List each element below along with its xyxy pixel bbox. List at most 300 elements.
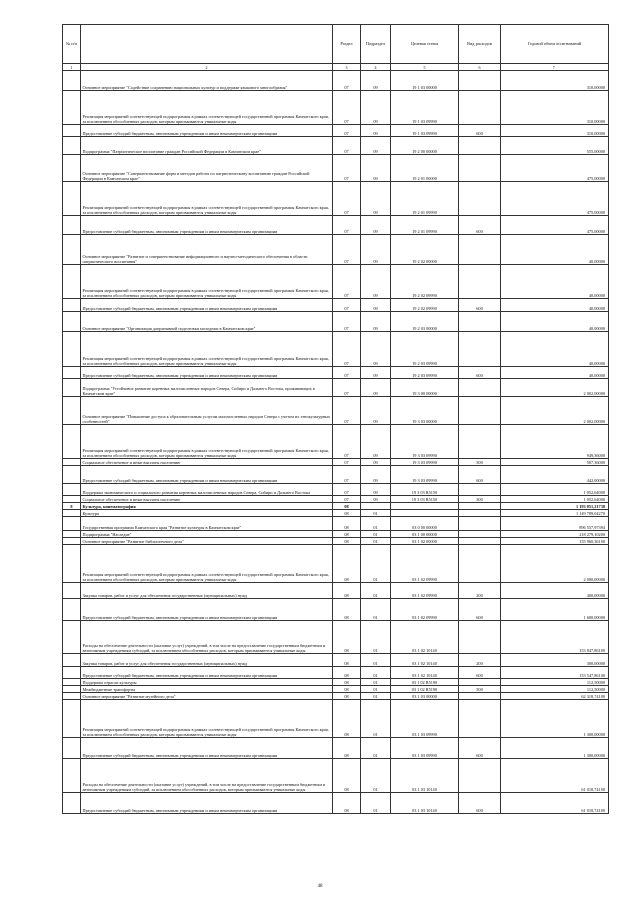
table-row bbox=[63, 397, 609, 425]
table-row bbox=[63, 583, 609, 599]
table-row bbox=[63, 503, 609, 510]
row-razdel: 08 bbox=[333, 679, 361, 686]
row-razdel: 07 bbox=[333, 125, 361, 137]
row-name: Предоставление субсидий бюджетным, автономным учреждениям и иным некоммерческим организациям bbox=[81, 599, 333, 621]
row-name: Социальное обеспечение и иные выплаты населению bbox=[81, 459, 333, 466]
row-expense-type bbox=[459, 679, 501, 686]
row-razdel: 07 bbox=[333, 312, 361, 332]
row-expense-type bbox=[459, 510, 501, 517]
row-target-article: 19 2 03 09990 bbox=[391, 332, 459, 367]
index-cell: 4 bbox=[361, 64, 391, 71]
page-number: 48 bbox=[317, 884, 323, 889]
column-index-row bbox=[63, 64, 609, 71]
row-razdel: 07 bbox=[333, 265, 361, 299]
row-number bbox=[63, 496, 81, 503]
table-row bbox=[63, 459, 609, 466]
row-podrazdel: 09 bbox=[361, 312, 391, 332]
row-name: Реализация мероприятий соответствующей подпрограммы в рамках соответствующей государственной программы Камчатского края, за исключением обособленных расходов, которым присваиваются уникальные коды bbox=[81, 700, 333, 738]
row-target-article: 03 1 02 10140 bbox=[391, 667, 459, 679]
index-cell: 2 bbox=[81, 64, 333, 71]
row-target-article: 03 1 02 10140 bbox=[391, 621, 459, 654]
index-cell: 6 bbox=[459, 64, 501, 71]
row-podrazdel: 01 bbox=[361, 517, 391, 531]
row-razdel: 07 bbox=[333, 425, 361, 459]
row-amount: 153 547,86100 bbox=[501, 667, 609, 679]
row-razdel: 08 bbox=[333, 667, 361, 679]
row-razdel: 08 bbox=[333, 693, 361, 700]
table-row bbox=[63, 679, 609, 686]
header-podrazdel: Подраздел bbox=[361, 25, 391, 64]
row-amount: 1 300,00000 bbox=[501, 700, 609, 738]
row-number bbox=[63, 599, 81, 621]
row-amount: 40,00000 bbox=[501, 235, 609, 265]
row-number bbox=[63, 531, 81, 538]
table-row bbox=[63, 531, 609, 538]
row-name: Закупка товаров, работ и услуг для обеспечения государственных (муниципальных) нужд bbox=[81, 654, 333, 667]
row-amount: 475,00000 bbox=[501, 216, 609, 235]
row-target-article: 19 2 01 09990 bbox=[391, 216, 459, 235]
row-podrazdel: 09 bbox=[361, 182, 391, 216]
row-razdel: 07 bbox=[333, 459, 361, 466]
row-number bbox=[63, 538, 81, 545]
row-podrazdel: 01 bbox=[361, 538, 391, 545]
table-row bbox=[63, 700, 609, 738]
row-target-article: 19 3 00 00000 bbox=[391, 379, 459, 397]
row-razdel: 08 bbox=[333, 686, 361, 693]
row-number bbox=[63, 686, 81, 693]
row-podrazdel: 01 bbox=[361, 700, 391, 738]
row-amount: 475,00000 bbox=[501, 155, 609, 182]
row-podrazdel: 01 bbox=[361, 599, 391, 621]
table-body bbox=[63, 64, 609, 814]
row-razdel: 07 bbox=[333, 71, 361, 91]
row-number bbox=[63, 793, 81, 814]
row-target-article: 19 1 03 00000 bbox=[391, 71, 459, 91]
row-podrazdel: 01 bbox=[361, 759, 391, 793]
row-name: Подпрограмма "Наследие" bbox=[81, 531, 333, 538]
table-row bbox=[63, 91, 609, 125]
row-name: Реализация мероприятий соответствующей подпрограммы в рамках соответствующей государственной программы Камчатского края, за исключением обособленных расходов, которым присваиваются уникальные коды bbox=[81, 182, 333, 216]
row-name: Социальное обеспечение и иные выплаты населению bbox=[81, 496, 333, 503]
index-cell: 3 bbox=[333, 64, 361, 71]
row-name: Поддержка отрасли культуры bbox=[81, 679, 333, 686]
row-podrazdel: 09 bbox=[361, 367, 391, 379]
row-expense-type bbox=[459, 91, 501, 125]
row-amount: 40,00000 bbox=[501, 332, 609, 367]
row-podrazdel: 09 bbox=[361, 459, 391, 466]
row-razdel: 08 bbox=[333, 700, 361, 738]
row-expense-type bbox=[459, 235, 501, 265]
row-name: Основное мероприятие "Повышение доступа к образовательным услугам малочисленных народов Севера с учетом их этнокультурных особенностей" bbox=[81, 397, 333, 425]
row-number bbox=[63, 484, 81, 496]
table-row bbox=[63, 738, 609, 759]
row-podrazdel: 09 bbox=[361, 155, 391, 182]
row-amount: 218 279,10200 bbox=[501, 531, 609, 538]
row-number bbox=[63, 583, 81, 599]
table-row bbox=[63, 379, 609, 397]
table-row bbox=[63, 155, 609, 182]
row-name: Расходы на обеспечение деятельности (оказание услуг) учреждений, в том числе на предоставление государственным бюджетным и автономным учреждениям субсидий, за исключением обособленных расходов, которым присваиваются уникальные коды bbox=[81, 759, 333, 793]
row-name: Культура bbox=[81, 510, 333, 517]
row-amount: 310,00000 bbox=[501, 125, 609, 137]
row-razdel: 08 bbox=[333, 759, 361, 793]
row-amount: 40,00000 bbox=[501, 265, 609, 299]
row-expense-type: 600 bbox=[459, 667, 501, 679]
row-razdel: 07 bbox=[333, 155, 361, 182]
row-amount: 40,00000 bbox=[501, 367, 609, 379]
row-target-article: 19 1 03 09990 bbox=[391, 125, 459, 137]
table-row bbox=[63, 216, 609, 235]
row-amount: 300,00000 bbox=[501, 654, 609, 667]
row-expense-type: 600 bbox=[459, 299, 501, 312]
row-number bbox=[63, 700, 81, 738]
row-number bbox=[63, 332, 81, 367]
row-razdel: 08 bbox=[333, 654, 361, 667]
row-target-article: 03 0 00 00000 bbox=[391, 517, 459, 531]
table-row bbox=[63, 466, 609, 484]
row-razdel: 07 bbox=[333, 332, 361, 367]
row-podrazdel: 09 bbox=[361, 125, 391, 137]
row-target-article: 19 1 03 09990 bbox=[391, 91, 459, 125]
row-razdel: 08 bbox=[333, 531, 361, 538]
row-amount: 40,00000 bbox=[501, 299, 609, 312]
row-expense-type bbox=[459, 155, 501, 182]
row-razdel: 08 bbox=[333, 793, 361, 814]
row-razdel: 07 bbox=[333, 137, 361, 155]
table-row bbox=[63, 517, 609, 531]
row-expense-type bbox=[459, 71, 501, 91]
row-number bbox=[63, 91, 81, 125]
row-target-article: 03 1 03 00000 bbox=[391, 693, 459, 700]
row-name: Подпрограмма "Патриотическое воспитание граждан Российской Федерации в Камчатском крае" bbox=[81, 137, 333, 155]
row-podrazdel: 09 bbox=[361, 265, 391, 299]
row-number bbox=[63, 397, 81, 425]
row-razdel: 07 bbox=[333, 216, 361, 235]
row-amount: 153 847,86100 bbox=[501, 621, 609, 654]
row-podrazdel: 09 bbox=[361, 379, 391, 397]
row-expense-type bbox=[459, 538, 501, 545]
row-podrazdel: 01 bbox=[361, 545, 391, 583]
row-expense-type bbox=[459, 265, 501, 299]
row-number bbox=[63, 738, 81, 759]
row-target-article: 03 1 02 00000 bbox=[391, 538, 459, 545]
table-row bbox=[63, 182, 609, 216]
budget-table-sheet bbox=[62, 24, 605, 814]
row-amount: 310,00000 bbox=[501, 91, 609, 125]
row-target-article: 19 2 03 09990 bbox=[391, 367, 459, 379]
table-row bbox=[63, 367, 609, 379]
row-expense-type bbox=[459, 397, 501, 425]
header-annual-amount: Годовой объем ассигнований bbox=[501, 25, 609, 64]
table-row bbox=[63, 793, 609, 814]
row-expense-type: 500 bbox=[459, 686, 501, 693]
table-row bbox=[63, 71, 609, 91]
row-amount: 2 002,00000 bbox=[501, 397, 609, 425]
row-name: Предоставление субсидий бюджетным, автономным учреждениям и иным некоммерческим организациям bbox=[81, 738, 333, 759]
row-expense-type: 200 bbox=[459, 654, 501, 667]
row-podrazdel: 09 bbox=[361, 71, 391, 91]
row-expense-type bbox=[459, 545, 501, 583]
row-name: Основное мероприятие "Содействие сохранению национальных культур и поддержке языкового многообразия" bbox=[81, 71, 333, 91]
row-podrazdel: 01 bbox=[361, 510, 391, 517]
row-number bbox=[63, 299, 81, 312]
row-expense-type bbox=[459, 425, 501, 459]
row-number bbox=[63, 759, 81, 793]
row-target-article: 03 1 00 00000 bbox=[391, 531, 459, 538]
row-name: Основное мероприятие "Развитие музейного дела" bbox=[81, 693, 333, 700]
row-name: Предоставление субсидий бюджетным, автономным учреждениям и иным некоммерческим организациям bbox=[81, 667, 333, 679]
row-number bbox=[63, 679, 81, 686]
row-target-article: 03 1 02 09990 bbox=[391, 545, 459, 583]
row-amount: 1 149 789,04270 bbox=[501, 510, 609, 517]
row-amount: 555,00000 bbox=[501, 137, 609, 155]
row-razdel: 07 bbox=[333, 182, 361, 216]
row-razdel: 07 bbox=[333, 379, 361, 397]
row-amount: 310,00000 bbox=[501, 71, 609, 91]
table-row bbox=[63, 545, 609, 583]
row-target-article: 03 1 03 09990 bbox=[391, 700, 459, 738]
header-expense-type: Вид расходов bbox=[459, 25, 501, 64]
row-target-article: 03 1 03 10140 bbox=[391, 759, 459, 793]
row-target-article bbox=[391, 503, 459, 510]
row-amount: 1 052,64000 bbox=[501, 496, 609, 503]
row-target-article: 19 2 00 00000 bbox=[391, 137, 459, 155]
table-row bbox=[63, 667, 609, 679]
row-amount: 155 960,36100 bbox=[501, 538, 609, 545]
row-razdel: 07 bbox=[333, 235, 361, 265]
row-number bbox=[63, 693, 81, 700]
row-amount: 896 557,97394 bbox=[501, 517, 609, 531]
row-podrazdel: 01 bbox=[361, 738, 391, 759]
row-name: Предоставление субсидий бюджетным, автономным учреждениям и иным некоммерческим организациям bbox=[81, 125, 333, 137]
row-razdel: 07 bbox=[333, 466, 361, 484]
index-cell: 5 bbox=[391, 64, 459, 71]
table-row bbox=[63, 693, 609, 700]
row-number bbox=[63, 125, 81, 137]
row-target-article: 19 2 01 00000 bbox=[391, 155, 459, 182]
row-name: Подпрограмма "Устойчивое развитие коренных малочисленных народов Севера, Сибири и Дальнего Востока, проживающих в Камчатском крае" bbox=[81, 379, 333, 397]
row-podrazdel: 09 bbox=[361, 425, 391, 459]
row-expense-type: 600 bbox=[459, 793, 501, 814]
row-expense-type: 200 bbox=[459, 583, 501, 599]
row-number bbox=[63, 235, 81, 265]
row-amount: 1 052,64000 bbox=[501, 484, 609, 496]
row-number bbox=[63, 182, 81, 216]
row-target-article: 19 2 03 00000 bbox=[391, 312, 459, 332]
row-number: 8 bbox=[63, 503, 81, 510]
row-podrazdel: 01 bbox=[361, 793, 391, 814]
row-amount: 949,36000 bbox=[501, 425, 609, 459]
row-amount: 40,00000 bbox=[501, 312, 609, 332]
row-razdel: 07 bbox=[333, 91, 361, 125]
table-row bbox=[63, 265, 609, 299]
row-name: Реализация мероприятий соответствующей подпрограммы в рамках соответствующей государственной программы Камчатского края, за исключением обособленных расходов, которым присваиваются уникальные коды bbox=[81, 545, 333, 583]
row-name: Расходы на обеспечение деятельности (оказание услуг) учреждений, в том числе на предоставление государственным бюджетным и автономным учреждениям субсидий, за исключением обособленных расходов, которым присваиваются уникальные коды bbox=[81, 621, 333, 654]
row-amount: 112,50000 bbox=[501, 686, 609, 693]
row-razdel: 08 bbox=[333, 503, 361, 510]
row-target-article: 19 3 03 00000 bbox=[391, 397, 459, 425]
row-target-article: 19 3 03 R5150 bbox=[391, 484, 459, 496]
row-amount: 400,00000 bbox=[501, 583, 609, 599]
row-number bbox=[63, 379, 81, 397]
row-expense-type bbox=[459, 503, 501, 510]
row-number bbox=[63, 367, 81, 379]
row-podrazdel: 01 bbox=[361, 654, 391, 667]
row-podrazdel: 09 bbox=[361, 484, 391, 496]
row-expense-type bbox=[459, 517, 501, 531]
row-podrazdel bbox=[361, 503, 391, 510]
row-podrazdel: 01 bbox=[361, 621, 391, 654]
row-target-article: 03 1 02 10140 bbox=[391, 654, 459, 667]
header-razdel: Раздел bbox=[333, 25, 361, 64]
row-expense-type bbox=[459, 484, 501, 496]
table-row bbox=[63, 312, 609, 332]
row-razdel: 08 bbox=[333, 510, 361, 517]
row-name: Поддержка экономического и социального развития коренных малочисленных народов Севера, Сибири и Дальнего Востока bbox=[81, 484, 333, 496]
row-number bbox=[63, 312, 81, 332]
row-amount: 1 600,00000 bbox=[501, 599, 609, 621]
row-name: Реализация мероприятий соответствующей подпрограммы в рамках соответствующей государственной программы Камчатского края, за исключением обособленных расходов, которым присваиваются уникальные коды bbox=[81, 425, 333, 459]
row-razdel: 08 bbox=[333, 545, 361, 583]
row-expense-type bbox=[459, 693, 501, 700]
row-expense-type bbox=[459, 621, 501, 654]
table-header-row bbox=[63, 25, 609, 64]
row-target-article: 19 2 01 09990 bbox=[391, 182, 459, 216]
row-expense-type bbox=[459, 332, 501, 367]
row-expense-type bbox=[459, 379, 501, 397]
index-cell: 1 bbox=[63, 64, 81, 71]
row-number bbox=[63, 137, 81, 155]
row-target-article bbox=[391, 510, 459, 517]
row-target-article: 03 1 02 R5190 bbox=[391, 679, 459, 686]
table-row bbox=[63, 125, 609, 137]
row-amount: 442,00000 bbox=[501, 466, 609, 484]
row-expense-type: 600 bbox=[459, 125, 501, 137]
row-razdel: 07 bbox=[333, 299, 361, 312]
table-row bbox=[63, 510, 609, 517]
row-razdel: 07 bbox=[333, 367, 361, 379]
row-target-article: 19 3 03 09990 bbox=[391, 466, 459, 484]
row-number bbox=[63, 510, 81, 517]
row-podrazdel: 09 bbox=[361, 496, 391, 503]
row-expense-type: 300 bbox=[459, 459, 501, 466]
table-row bbox=[63, 299, 609, 312]
row-expense-type bbox=[459, 531, 501, 538]
row-expense-type: 600 bbox=[459, 466, 501, 484]
row-podrazdel: 09 bbox=[361, 466, 391, 484]
row-amount: 1 193 851,21738 bbox=[501, 503, 609, 510]
row-name: Предоставление субсидий бюджетным, автономным учреждениям и иным некоммерческим организациям bbox=[81, 299, 333, 312]
row-target-article: 03 1 03 09990 bbox=[391, 738, 459, 759]
row-name: Предоставление субсидий бюджетным, автономным учреждениям и иным некоммерческим организациям bbox=[81, 216, 333, 235]
row-name: Основное мероприятие "Организация допризывной подготовки молодежи в Камчатском крае" bbox=[81, 312, 333, 332]
row-number bbox=[63, 667, 81, 679]
row-target-article: 03 1 02 R5190 bbox=[391, 686, 459, 693]
row-name: Реализация мероприятий соответствующей подпрограммы в рамках соответствующей государственной программы Камчатского края, за исключением обособленных расходов, которым присваиваются уникальные коды bbox=[81, 91, 333, 125]
row-target-article: 03 1 03 10140 bbox=[391, 793, 459, 814]
row-podrazdel: 09 bbox=[361, 137, 391, 155]
row-podrazdel: 01 bbox=[361, 667, 391, 679]
row-razdel: 08 bbox=[333, 738, 361, 759]
row-number bbox=[63, 459, 81, 466]
row-amount: 112,50000 bbox=[501, 679, 609, 686]
row-number bbox=[63, 621, 81, 654]
row-razdel: 08 bbox=[333, 517, 361, 531]
row-number bbox=[63, 545, 81, 583]
row-expense-type bbox=[459, 312, 501, 332]
row-podrazdel: 09 bbox=[361, 299, 391, 312]
row-target-article: 19 2 02 00000 bbox=[391, 235, 459, 265]
row-name: Основное мероприятие "Совершенствование форм и методов работы по патриотическому воспитанию граждан Российской Федерации в Камчатском крае" bbox=[81, 155, 333, 182]
row-razdel: 08 bbox=[333, 621, 361, 654]
row-target-article: 19 3 03 09990 bbox=[391, 425, 459, 459]
row-name: Культура, кинематография bbox=[81, 503, 333, 510]
row-expense-type bbox=[459, 759, 501, 793]
row-target-article: 19 2 02 09990 bbox=[391, 299, 459, 312]
table-row bbox=[63, 621, 609, 654]
row-razdel: 07 bbox=[333, 397, 361, 425]
row-podrazdel: 09 bbox=[361, 235, 391, 265]
row-name: Межбюджетные трансферты bbox=[81, 686, 333, 693]
row-expense-type: 600 bbox=[459, 599, 501, 621]
row-razdel: 07 bbox=[333, 496, 361, 503]
table-row bbox=[63, 599, 609, 621]
row-podrazdel: 09 bbox=[361, 397, 391, 425]
row-name: Закупка товаров, работ и услуг для обеспечения государственных (муниципальных) нужд bbox=[81, 583, 333, 599]
table-row bbox=[63, 496, 609, 503]
table-row bbox=[63, 425, 609, 459]
row-target-article: 03 1 02 09990 bbox=[391, 583, 459, 599]
row-expense-type bbox=[459, 700, 501, 738]
row-number bbox=[63, 71, 81, 91]
table-row bbox=[63, 759, 609, 793]
header-target-article: Целевая статья bbox=[391, 25, 459, 64]
row-number bbox=[63, 517, 81, 531]
row-razdel: 07 bbox=[333, 484, 361, 496]
row-expense-type: 300 bbox=[459, 496, 501, 503]
row-podrazdel: 01 bbox=[361, 583, 391, 599]
row-podrazdel: 01 bbox=[361, 686, 391, 693]
row-razdel: 08 bbox=[333, 583, 361, 599]
row-podrazdel: 09 bbox=[361, 216, 391, 235]
table-row bbox=[63, 137, 609, 155]
budget-allocation-table bbox=[62, 24, 609, 814]
header-no: № п/п bbox=[63, 25, 81, 64]
row-amount: 61 018,74100 bbox=[501, 793, 609, 814]
row-number bbox=[63, 654, 81, 667]
row-amount: 61 018,74100 bbox=[501, 759, 609, 793]
row-name: Реализация мероприятий соответствующей подпрограммы в рамках соответствующей государственной программы Камчатского края, за исключением обособленных расходов, которым присваиваются уникальные коды bbox=[81, 332, 333, 367]
row-expense-type: 600 bbox=[459, 738, 501, 759]
row-razdel: 08 bbox=[333, 538, 361, 545]
table-row bbox=[63, 484, 609, 496]
row-podrazdel: 09 bbox=[361, 91, 391, 125]
table-row bbox=[63, 538, 609, 545]
index-cell: 7 bbox=[501, 64, 609, 71]
row-name: Государственная программа Камчатского края "Развитие культуры в Камчатском крае" bbox=[81, 517, 333, 531]
row-name: Предоставление субсидий бюджетным, автономным учреждениям и иным некоммерческим организациям bbox=[81, 466, 333, 484]
row-expense-type bbox=[459, 137, 501, 155]
table-row bbox=[63, 235, 609, 265]
row-number bbox=[63, 216, 81, 235]
row-amount: 507,36000 bbox=[501, 459, 609, 466]
row-amount: 62 318,74100 bbox=[501, 693, 609, 700]
row-amount: 2 000,00000 bbox=[501, 545, 609, 583]
row-name: Предоставление субсидий бюджетным, автономным учреждениям и иным некоммерческим организациям bbox=[81, 367, 333, 379]
row-target-article: 19 2 02 09990 bbox=[391, 265, 459, 299]
table-row bbox=[63, 686, 609, 693]
row-expense-type: 600 bbox=[459, 216, 501, 235]
